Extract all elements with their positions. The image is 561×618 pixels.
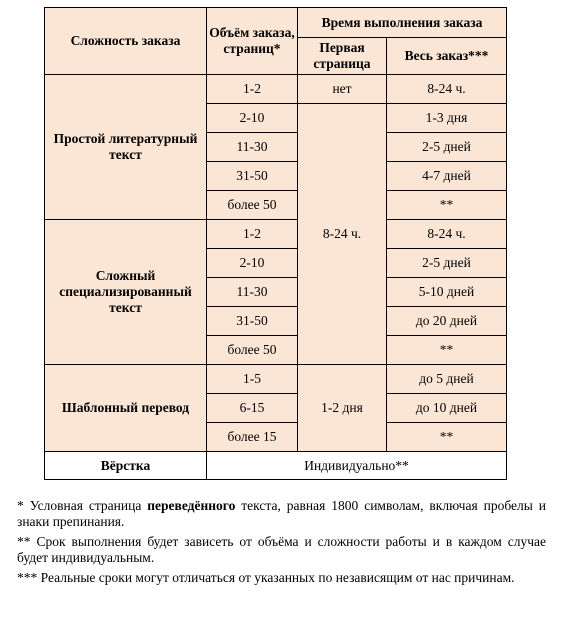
group-name-template: Шаблонный перевод (45, 365, 207, 452)
full-order-cell: 2-5 дней (387, 249, 507, 278)
volume-cell: 31-50 (207, 307, 298, 336)
full-order-cell: 1-3 дня (387, 104, 507, 133)
volume-cell: 1-2 (207, 220, 298, 249)
layout-row-value: Индивидуально** (207, 452, 507, 480)
footnote-1-text: * Условная страница (17, 498, 148, 513)
first-page-cell: нет (298, 75, 387, 104)
full-order-cell: 8-24 ч. (387, 75, 507, 104)
full-order-cell: ** (387, 191, 507, 220)
volume-cell: 11-30 (207, 278, 298, 307)
full-order-cell: 4-7 дней (387, 162, 507, 191)
footnotes (17, 498, 546, 590)
header-full-order: Весь заказ*** (387, 38, 507, 75)
footnote-2: ** Срок выполнения будет зависеть от объёма и сложности работы и в каждом случае будет индивидуальным. (17, 534, 546, 565)
group-name-specialized: Сложный специализированный текст (45, 220, 207, 365)
header-complexity: Сложность заказа (45, 8, 207, 75)
volume-cell: 2-10 (207, 104, 298, 133)
volume-cell: 11-30 (207, 133, 298, 162)
full-order-cell: до 20 дней (387, 307, 507, 336)
volume-cell: 1-2 (207, 75, 298, 104)
volume-cell: более 50 (207, 191, 298, 220)
footnote-1-text-end: текста, равная 1800 символам, включая пробелы и знаки препинания. (17, 498, 546, 529)
volume-cell: более 50 (207, 336, 298, 365)
volume-cell: более 15 (207, 423, 298, 452)
order-timing-table (44, 7, 507, 480)
full-order-cell: ** (387, 336, 507, 365)
footnote-1-bold: переведённого (147, 498, 236, 513)
footnote-3: *** Реальные сроки могут отличаться от указанных по независящим от нас причинам. (17, 570, 515, 585)
layout-row-label: Вёрстка (45, 452, 207, 480)
full-order-cell: до 5 дней (387, 365, 507, 394)
header-volume: Объём заказа, страниц* (207, 8, 298, 75)
header-first-page: Первая страница (298, 38, 387, 75)
header-time: Время выполнения заказа (298, 8, 507, 38)
full-order-cell: 8-24 ч. (387, 220, 507, 249)
full-order-cell: до 10 дней (387, 394, 507, 423)
group-name-simple: Простой литературный текст (45, 75, 207, 220)
footnote-1 (17, 498, 546, 530)
full-order-cell: 5-10 дней (387, 278, 507, 307)
full-order-cell: ** (387, 423, 507, 452)
full-order-cell: 2-5 дней (387, 133, 507, 162)
volume-cell: 31-50 (207, 162, 298, 191)
first-page-merged-cell: 8-24 ч. (298, 104, 387, 365)
volume-cell: 2-10 (207, 249, 298, 278)
first-page-template-cell: 1-2 дня (298, 365, 387, 452)
volume-cell: 1-5 (207, 365, 298, 394)
volume-cell: 6-15 (207, 394, 298, 423)
